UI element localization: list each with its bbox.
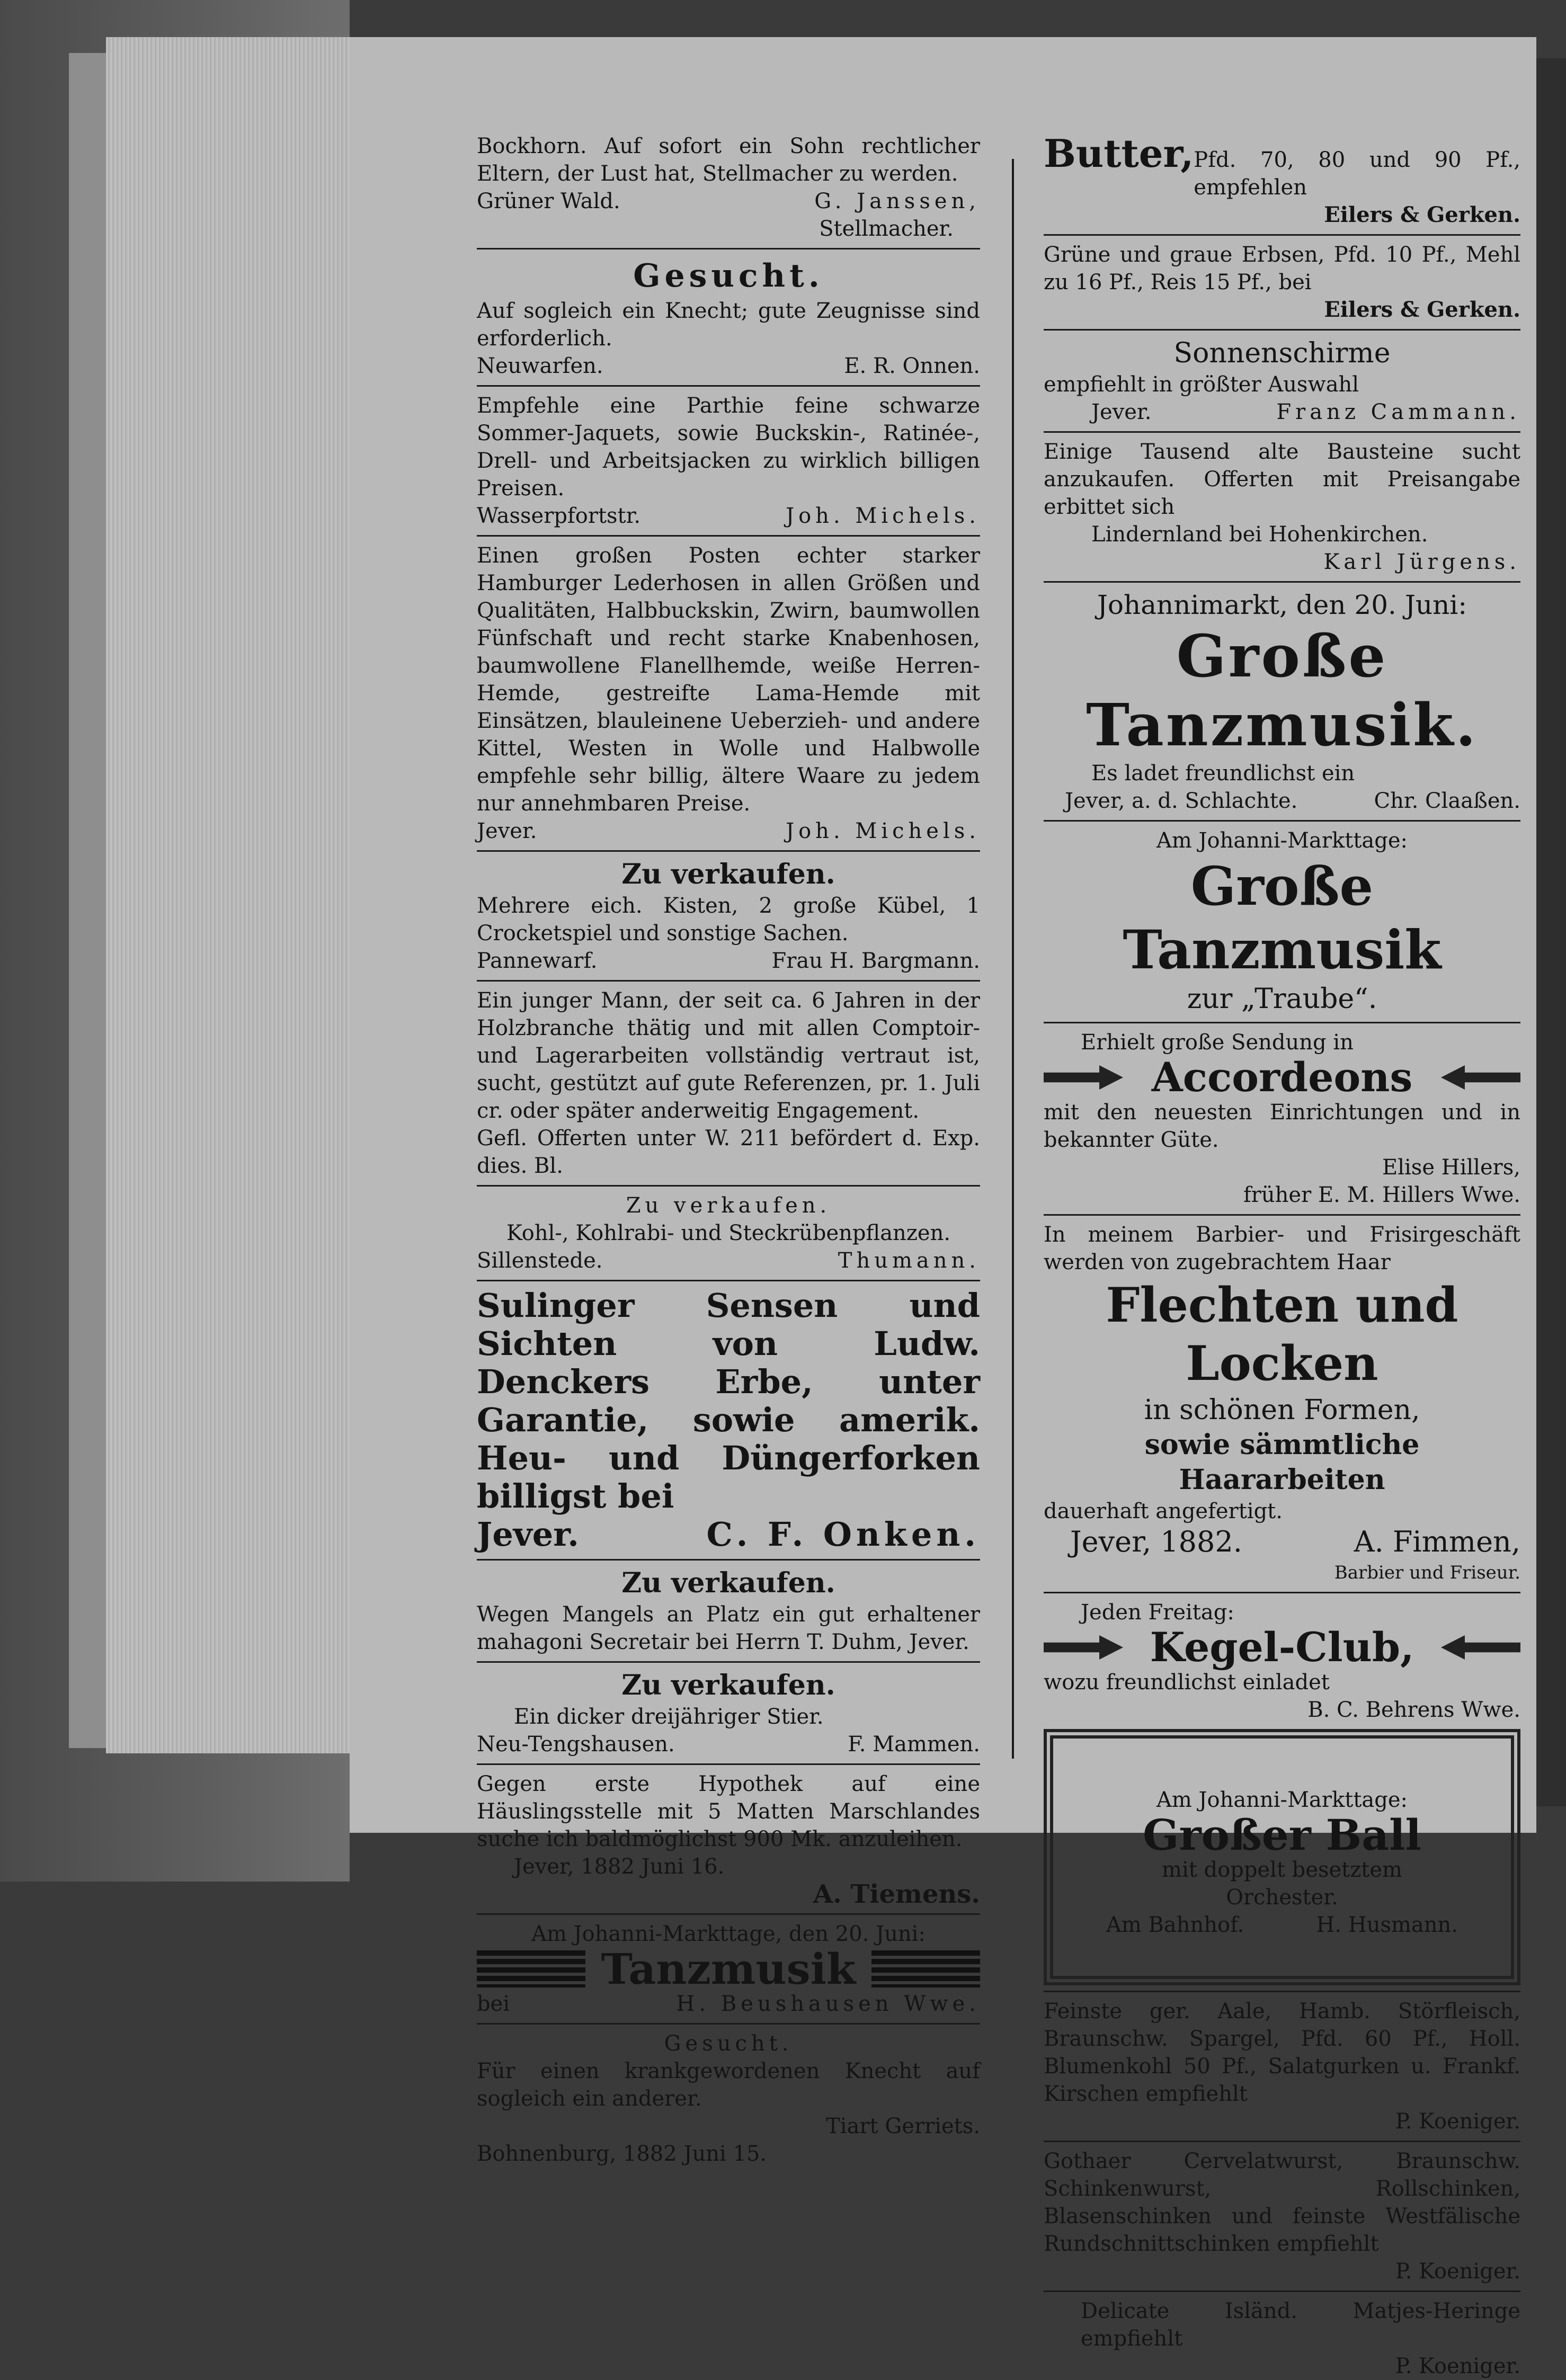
ad-text: Pfd. 70, 80 und 90 Pf., empfehlen (1194, 148, 1520, 200)
ad-signature: Frau H. Bargmann. (771, 949, 980, 973)
ad-signature: C. F. Onken. (706, 1515, 980, 1554)
ad-text: Einen großen Posten echter starker Hamburger Lederhosen in allen Größen und Qualitäten, Halbbuckskin, Zwirn, baumwollen Fünfschaft und recht starke Knabenhosen, baumwollene Flanellhemde, weiße Herren-Hemde, gestreifte Lama-Hemde mit Einsätzen, blauleinene Ueberzieh- und andere Kittel, Westen in Wolle und Halbwolle empfehle sehr billig, ältere Waare zu jedem nur annehmbaren Preise. (477, 543, 980, 816)
ad-signature: H. Husmann. (1316, 1913, 1458, 1937)
ad-verkaufen-secretair (477, 1566, 980, 1656)
ad-text: Delicate Isländ. Matjes-Heringe empfiehlt (1081, 2299, 1520, 2351)
ad-gesucht-ersatz (477, 2030, 980, 2168)
separator (1044, 1022, 1520, 1023)
ad-signature: A. Fimmen, (1354, 1525, 1520, 1558)
ad-grosser-ball-frame (1044, 1729, 1520, 1985)
ad-signature: Franz Cammann. (1276, 400, 1520, 424)
ad-top-line: Am Johanni-Markttage: (1156, 1788, 1408, 1812)
ad-place: Neuwarfen. (477, 354, 603, 378)
ad-subheading: zur „Traube“. (1187, 983, 1377, 1015)
ad-junger-mann (477, 987, 980, 1180)
ad-signature: G. Janssen, (814, 189, 980, 213)
ad-gesucht-knecht (477, 255, 980, 380)
ad-heading: Sonnenschirme (1173, 337, 1391, 369)
ad-heading: Gesucht. (664, 2031, 793, 2056)
separator (1044, 2290, 1520, 2292)
ad-bockhorn (477, 132, 980, 243)
column-divider (1012, 159, 1014, 1759)
ad-text-offerten: Gefl. Offerten unter W. 211 befördert d. Exp. dies. Bl. (477, 1126, 980, 1178)
ad-place: Jever. (1091, 400, 1152, 424)
ad-bei: bei (477, 1992, 510, 2016)
decorative-bar (871, 1950, 980, 1987)
ad-signature: Karl Jürgens. (1323, 550, 1520, 574)
ad-signature: B. C. Behrens Wwe. (1307, 1698, 1520, 1722)
ad-signature: Joh. Michels. (786, 819, 980, 843)
ad-place: Wasserpfortstr. (477, 504, 641, 528)
ad-top-line: Am Johanni-Markttage: (1156, 828, 1408, 853)
ad-date: Jever, 1882. (1070, 1525, 1242, 1558)
ad-signature: A. Tiemens. (813, 1879, 980, 1909)
ad-text: Sulinger Sensen und Sichten von Ludw. Denckers Erbe, unter Garantie, sowie amerik. Heu- und Düngerforken billigst bei (477, 1286, 980, 1516)
ad-text: In meinem Barbier- und Frisirgeschäft werden von zugebrachtem Haar (1044, 1223, 1520, 1274)
ad-aale (1044, 1998, 1520, 2135)
ad-text: Es ladet freundlichst ein (1091, 761, 1355, 786)
ad-place: Jever, a. d. Schlachte. (1065, 789, 1298, 813)
newspaper-page (350, 37, 1536, 2378)
ad-signature: Eilers & Gerken. (1324, 297, 1520, 322)
ad-signature: P. Koeniger. (1395, 2354, 1520, 2378)
ad-place: Pannewarf. (477, 949, 598, 973)
ad-accordeons (1044, 1029, 1520, 1209)
separator (1044, 820, 1520, 822)
ad-tanzmusik-beushausen (477, 1920, 980, 2018)
ad-signature: H. Beushausen Wwe. (676, 1992, 980, 2016)
separator (477, 1185, 980, 1187)
separator (477, 980, 980, 982)
ad-heading: Zu verkaufen. (626, 1193, 831, 1218)
ad-heading: Accordeons (1151, 1054, 1413, 1101)
separator (477, 1559, 980, 1561)
pointing-hand-left-icon (1441, 1635, 1520, 1660)
ad-text: Bockhorn. Auf sofort ein Sohn rechtlicher Eltern, der Lust hat, Stellmacher zu werden. (477, 134, 980, 186)
ad-text: Kohl-, Kohlrabi- und Steckrübenpflanzen. (506, 1221, 951, 1245)
separator (1044, 1592, 1520, 1593)
separator (1044, 1991, 1520, 1992)
ad-signature: Chr. Claaßen. (1374, 789, 1520, 813)
ad-jaquets (477, 392, 980, 530)
ad-heading: Zu verkaufen. (621, 1669, 835, 1701)
ad-text: Gothaer Cervelatwurst, Braunschw. Schinkenwurst, Rollschinken, Blasenschinken und feinste Westfälische Rundschnittschinken empfiehlt (1044, 2149, 1520, 2256)
ad-text: mit doppelt besetztem Orchester. (1162, 1858, 1402, 1910)
separator (477, 248, 980, 249)
ad-heading: Tanzmusik (601, 1944, 856, 1994)
ad-text: Grüne und graue Erbsen, Pfd. 10 Pf., Mehl zu 16 Pf., Reis 15 Pf., bei (1044, 243, 1520, 295)
ad-place: Jever. (477, 819, 537, 843)
separator (477, 1763, 980, 1765)
ad-bausteine (1044, 438, 1520, 576)
ad-text: mit den neuesten Einrichtungen und in bekannter Güte. (1044, 1100, 1520, 1152)
ad-butter (1044, 132, 1520, 229)
ad-text: Feinste ger. Aale, Hamb. Störfleisch, Braunschw. Spargel, Pfd. 60 Pf., Holl. Blumenkohl 50 Pf., Salatgurken u. Frankf. Kirschen empfiehlt (1044, 1999, 1520, 2106)
ad-place: Sillenstede. (477, 1249, 603, 1273)
ad-erbsen (1044, 241, 1520, 324)
decorative-bar (477, 1950, 585, 1987)
left-column (477, 132, 980, 2166)
ad-signature: Joh. Michels. (786, 504, 980, 528)
ad-heading: Flechten und Locken (1106, 1277, 1458, 1392)
ad-text: Gegen erste Hypothek auf eine Häuslingsstelle mit 5 Matten Marschlandes suche ich baldmöglichst 900 Mk. anzuleihen. (477, 1772, 980, 1851)
ad-place: Lindernland bei Hohenkirchen. (1091, 522, 1428, 547)
ad-sonnenschirme (1044, 336, 1520, 426)
ad-heading: Großer Ball (1143, 1810, 1421, 1860)
ad-signature: Eilers & Gerken. (1324, 202, 1520, 227)
separator (1044, 431, 1520, 433)
ad-text: Auf sogleich ein Knecht; gute Zeugnisse sind erforderlich. (477, 299, 980, 351)
ad-text: Einige Tausend alte Bausteine sucht anzukaufen. Offerten mit Preisangabe erbittet sich (1044, 440, 1520, 519)
ad-date: Jever, 1882 Juni 16. (514, 1855, 725, 1879)
ad-place: Grüner Wald. (477, 189, 620, 213)
ad-text: Für einen krankgewordenen Knecht auf sogleich ein anderer. (477, 2059, 980, 2111)
ad-text-2: dauerhaft angefertigt. (1044, 1499, 1283, 1523)
separator (1044, 581, 1520, 583)
separator (477, 385, 980, 387)
pointing-hand-right-icon (1044, 1065, 1123, 1090)
ad-grosse-tanzmusik-claassen (1044, 588, 1520, 815)
separator (1044, 329, 1520, 331)
ad-subheading-2: sowie sämmtliche Haararbeiten (1144, 1429, 1420, 1496)
ad-place: Am Bahnhof. (1106, 1913, 1244, 1937)
ad-signature: E. R. Onnen. (844, 354, 980, 378)
ad-heading: Große Tanzmusik (1123, 855, 1442, 981)
ad-text: empfiehlt in größter Auswahl (1044, 372, 1359, 397)
ad-place: Jever. (477, 1515, 579, 1554)
right-column (1044, 131, 1520, 2378)
ad-signature: F. Mammen. (848, 1732, 980, 1757)
ad-top-line: Jeden Freitag: (1081, 1600, 1234, 1625)
ad-heading: Zu verkaufen. (621, 858, 835, 890)
separator (477, 1913, 980, 1915)
ad-signature: Elise Hillers, (1382, 1155, 1520, 1180)
ad-top-line: Johannimarkt, den 20. Juni: (1097, 590, 1467, 620)
separator (477, 535, 980, 537)
ad-text: Ein dicker dreijähriger Stier. (514, 1705, 824, 1729)
ad-signature: Thumann. (838, 1249, 980, 1273)
ad-heading: Zu verkaufen. (621, 1567, 835, 1599)
ad-cervelatwurst (1044, 2147, 1520, 2285)
pointing-hand-right-icon (1044, 1635, 1123, 1660)
ad-signature-former: früher E. M. Hillers Wwe. (1243, 1183, 1520, 1207)
ad-text: Ein junger Mann, der seit ca. 6 Jahren in der Holzbranche thätig und mit allen Comptoir- und Lagerarbeiten vollständig vertraut ist, sucht, gestützt auf gute Referenzen, pr. 1. Juli cr. oder später anderweitig Engagement. (477, 988, 980, 1123)
ad-verkaufen-kisten (477, 857, 980, 975)
ad-top-line: Am Johanni-Markttage, den 20. Juni: (531, 1922, 926, 1946)
ad-text: Wegen Mangels an Platz ein gut erhaltener mahagoni Secretair bei Herrn T. Duhm, Jever. (477, 1602, 980, 1654)
ad-text: Mehrere eich. Kisten, 2 große Kübel, 1 Crocketspiel und sonstige Sachen. (477, 894, 980, 946)
separator (1044, 234, 1520, 236)
ad-friseur (1044, 1221, 1520, 1586)
ad-signature: P. Koeniger. (1395, 2259, 1520, 2284)
separator (477, 1280, 980, 1281)
ad-heading: Große Tanzmusik. (1086, 622, 1478, 759)
ad-lederhosen (477, 542, 980, 845)
ad-verkaufen-pflanzen (477, 1192, 980, 1274)
ad-text: Empfehle eine Parthie feine schwarze Sommer-Jaquets, sowie Buckskin-, Ratinée-, Drell- und Arbeitsjacken zu wirklich billigen Preisen. (477, 394, 980, 501)
ad-heading: Kegel-Club, (1150, 1624, 1414, 1671)
ad-signature: P. Koeniger. (1395, 2109, 1520, 2134)
page-stack-edge (106, 37, 355, 1753)
ad-date: Bohnenburg, 1882 Juni 15. (477, 2142, 767, 2166)
ad-sensen (477, 1287, 980, 1554)
ad-place: Neu-Tengshausen. (477, 1732, 675, 1757)
ad-verkaufen-stier (477, 1668, 980, 1758)
ad-heading: Gesucht. (633, 257, 824, 295)
ad-subheading: in schönen Formen, (1144, 1394, 1420, 1426)
pointing-hand-left-icon (1441, 1065, 1520, 1090)
separator (477, 2023, 980, 2025)
ad-title: Stellmacher. (819, 217, 954, 241)
ad-text: wozu freundlichst einladet (1044, 1670, 1330, 1695)
separator (477, 1661, 980, 1663)
ad-top-line: Erhielt große Sendung in (1081, 1030, 1354, 1055)
separator (477, 850, 980, 852)
ad-signature: Tiart Gerriets. (826, 2114, 980, 2138)
facing-page-edge (1534, 58, 1566, 1806)
ad-heading: Butter, (1044, 131, 1194, 176)
separator (1044, 1214, 1520, 1216)
separator (1044, 2141, 1520, 2142)
ad-title: Barbier und Friseur. (1334, 1562, 1520, 1583)
ad-hypothek (477, 1770, 980, 1908)
ad-grosse-tanzmusik-traube (1044, 827, 1520, 1017)
ad-matjes (1044, 2297, 1520, 2380)
ad-kegel-club (1044, 1599, 1520, 1724)
